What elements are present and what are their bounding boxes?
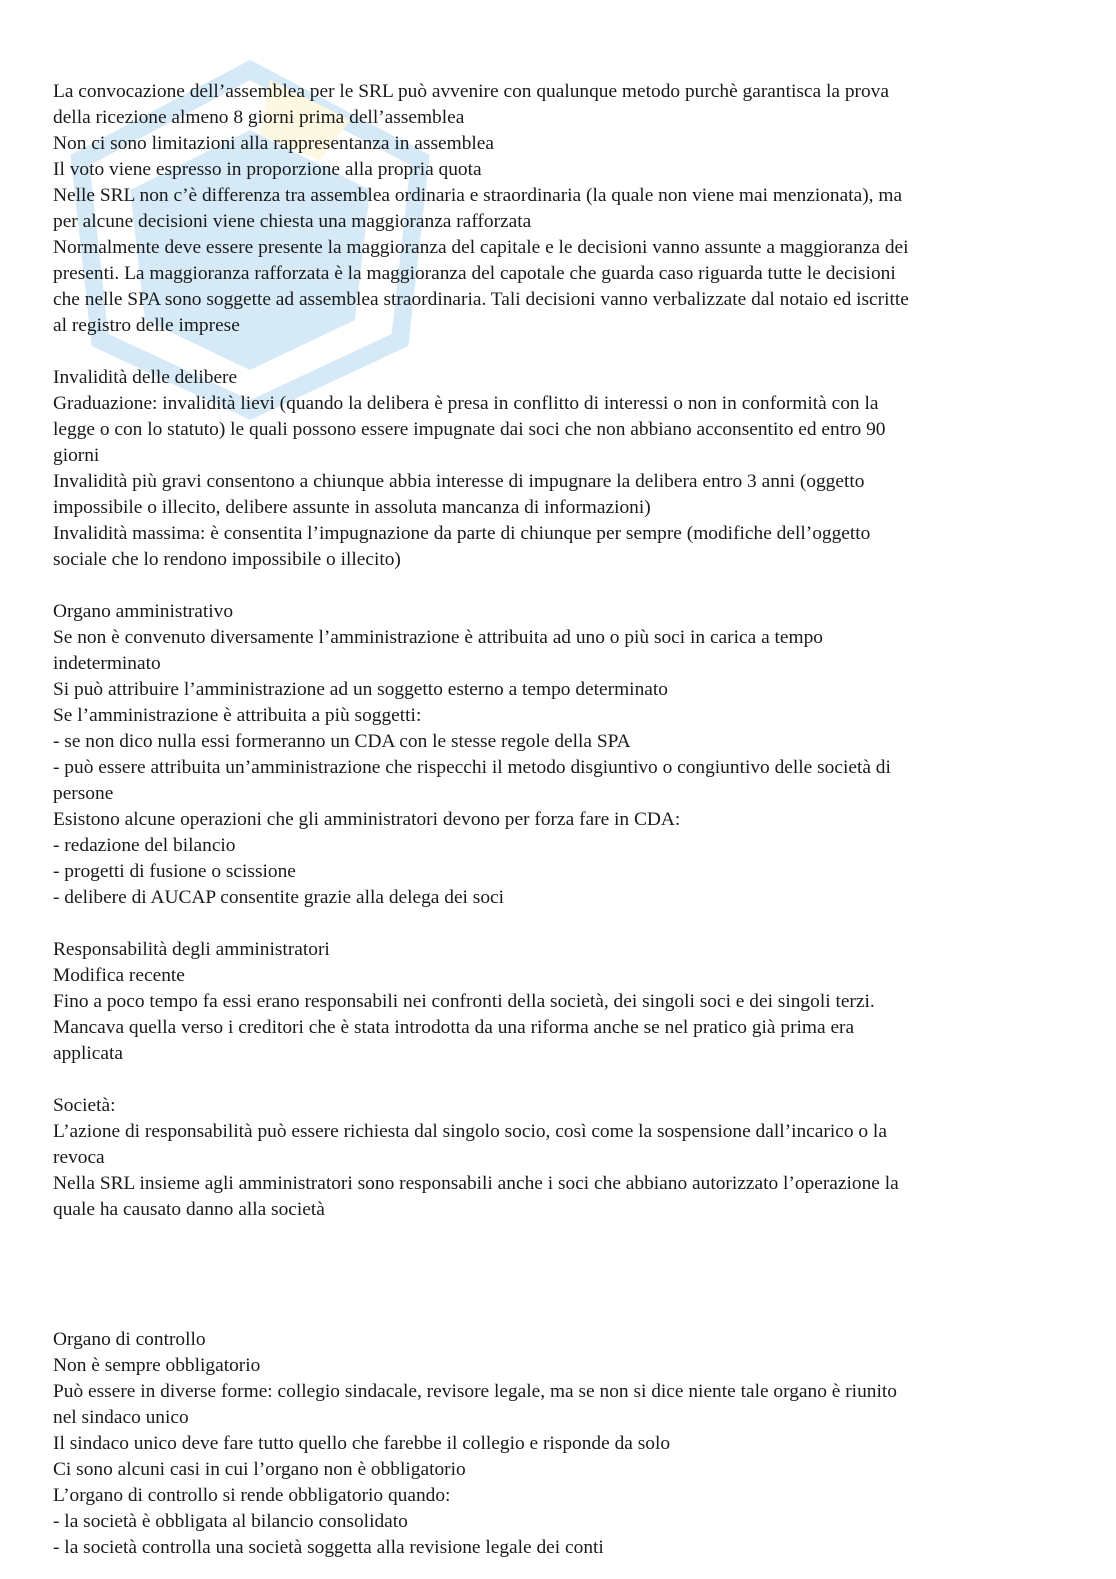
text-line: Invalidità più gravi consentono a chiunque abbia interesse di impugnare la delibera entro 3 anni (oggetto	[53, 471, 865, 492]
text-line: Modifica recente	[53, 965, 185, 986]
document-page	[53, 79, 1053, 1561]
text-line: L’organo di controllo si rende obbligatorio quando:	[53, 1485, 451, 1506]
text-line: - può essere attribuita un’amministrazione che rispecchi il metodo disgiuntivo o congiuntivo delle società di	[53, 757, 891, 778]
text-line: Se l’amministrazione è attribuita a più soggetti:	[53, 705, 422, 726]
text-line: Ci sono alcuni casi in cui l’organo non è obbligatorio	[53, 1459, 466, 1480]
blank-line	[53, 1275, 1053, 1301]
text-line: Invalidità massima: è consentita l’impugnazione da parte di chiunque per sempre (modifiche dell’oggetto	[53, 523, 871, 544]
text-line: L’azione di responsabilità può essere richiesta dal singolo socio, così come la sospensione dall’incarico o la	[53, 1121, 887, 1142]
text-line: presenti. La maggioranza rafforzata è la maggioranza del capotale che guarda caso riguarda tutte le decisioni	[53, 263, 896, 284]
text-line: Mancava quella verso i creditori che è stata introdotta da una riforma anche se nel pratico già prima era	[53, 1017, 855, 1038]
text-line: al registro delle imprese	[53, 315, 240, 336]
blank-line	[53, 911, 1053, 937]
text-line: Non è sempre obbligatorio	[53, 1355, 261, 1376]
text-line: - la società controlla una società soggetta alla revisione legale dei conti	[53, 1537, 604, 1558]
text-line: Organo di controllo	[53, 1329, 206, 1350]
text-line: Si può attribuire l’amministrazione ad un soggetto esterno a tempo determinato	[53, 679, 668, 700]
text-line: - progetti di fusione o scissione	[53, 861, 296, 882]
blank-line	[53, 1249, 1053, 1275]
text-line: nel sindaco unico	[53, 1407, 189, 1428]
text-line: Società:	[53, 1095, 116, 1116]
text-line: che nelle SPA sono soggette ad assemblea straordinaria. Tali decisioni vanno verbalizzate dal notaio ed iscritte	[53, 289, 909, 310]
text-line: Normalmente deve essere presente la maggioranza del capitale e le decisioni vanno assunte a maggioranza dei	[53, 237, 909, 258]
text-line: - redazione del bilancio	[53, 835, 236, 856]
text-line: Non ci sono limitazioni alla rappresentanza in assemblea	[53, 133, 494, 154]
blank-line	[53, 573, 1053, 599]
text-line: giorni	[53, 445, 100, 466]
text-line: Nella SRL insieme agli amministratori sono responsabili anche i soci che abbiano autorizzato l’operazione la	[53, 1173, 899, 1194]
text-line: applicata	[53, 1043, 123, 1064]
text-line: Invalidità delle delibere	[53, 367, 238, 388]
text-line: Graduazione: invalidità lievi (quando la delibera è presa in conflitto di interessi o non in conformità con la	[53, 393, 879, 414]
text-line: sociale che lo rendono impossibile o illecito)	[53, 549, 401, 570]
text-line: La convocazione dell’assemblea per le SRL può avvenire con qualunque metodo purchè garantisca la prova	[53, 81, 889, 102]
text-line: Il voto viene espresso in proporzione alla propria quota	[53, 159, 482, 180]
blank-line	[53, 1223, 1053, 1249]
text-line: quale ha causato danno alla società	[53, 1199, 325, 1220]
text-line: - la società è obbligata al bilancio consolidato	[53, 1511, 408, 1532]
text-line: Se non è convenuto diversamente l’amministrazione è attribuita ad uno o più soci in carica a tempo	[53, 627, 823, 648]
blank-line	[53, 1301, 1053, 1327]
text-line: Fino a poco tempo fa essi erano responsabili nei confronti della società, dei singoli soci e dei singoli terzi.	[53, 991, 875, 1012]
text-line: della ricezione almeno 8 giorni prima dell’assemblea	[53, 107, 465, 128]
text-line: - delibere di AUCAP consentite grazie alla delega dei soci	[53, 887, 505, 908]
blank-line	[53, 1067, 1053, 1093]
text-line: Organo amministrativo	[53, 601, 234, 622]
text-line: Nelle SRL non c’è differenza tra assemblea ordinaria e straordinaria (la quale non viene mai menzionata), ma	[53, 185, 903, 206]
text-line: - se non dico nulla essi formeranno un CDA con le stesse regole della SPA	[53, 731, 631, 752]
text-line: impossibile o illecito, delibere assunte in assoluta mancanza di informazioni)	[53, 497, 651, 518]
text-line: persone	[53, 783, 114, 804]
text-line: indeterminato	[53, 653, 161, 674]
text-line: Il sindaco unico deve fare tutto quello che farebbe il collegio e risponde da solo	[53, 1433, 671, 1454]
text-line: Esistono alcune operazioni che gli amministratori devono per forza fare in CDA:	[53, 809, 681, 830]
text-line: Responsabilità degli amministratori	[53, 939, 330, 960]
text-line: legge o con lo statuto) le quali possono essere impugnate dai soci che non abbiano acconsentito ed entro 90	[53, 419, 886, 440]
blank-line	[53, 339, 1053, 365]
text-line: revoca	[53, 1147, 105, 1168]
text-line: Può essere in diverse forme: collegio sindacale, revisore legale, ma se non si dice niente tale organo è riunito	[53, 1381, 897, 1402]
text-line: per alcune decisioni viene chiesta una maggioranza rafforzata	[53, 211, 532, 232]
